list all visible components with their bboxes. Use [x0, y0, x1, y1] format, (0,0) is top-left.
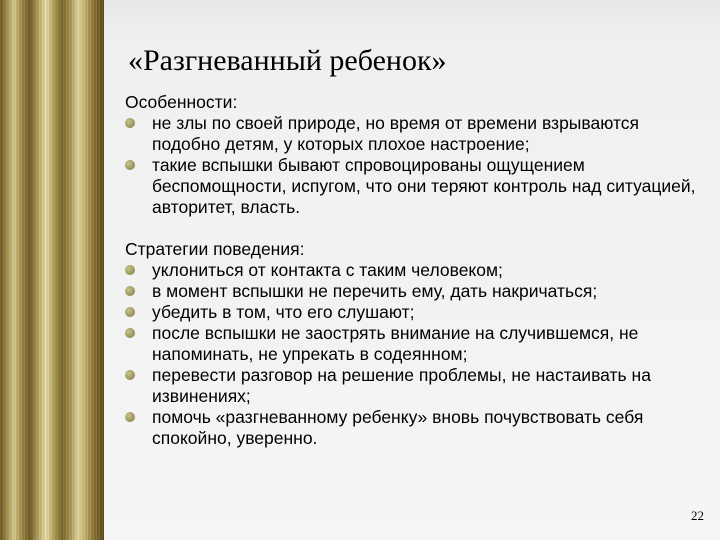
- list-item: [125, 260, 705, 281]
- features-list: [125, 113, 705, 218]
- features-heading: Особенности:: [125, 92, 238, 112]
- bullet-icon: [125, 328, 135, 338]
- bullet-icon: [125, 118, 135, 128]
- list-item-text: после вспышки не заострять внимание на случившемся, не напоминать, не упрекать в содеянном;: [152, 323, 639, 364]
- list-item: [125, 365, 705, 407]
- slide-title: «Разгневанный ребенок»: [128, 44, 447, 77]
- list-item: [125, 407, 705, 449]
- slide-content: [125, 92, 705, 449]
- list-item: [125, 113, 705, 155]
- strategies-list: [125, 260, 705, 449]
- list-item-text: помочь «разгневанному ребенку» вновь почувствовать себя спокойно, уверенно.: [152, 407, 644, 448]
- bullet-icon: [125, 286, 135, 296]
- page-number: 22: [691, 508, 704, 523]
- gold-stripe-decoration: [0, 0, 104, 540]
- list-item: [125, 323, 705, 365]
- features-section: [125, 92, 705, 218]
- bullet-icon: [125, 160, 135, 170]
- list-item: [125, 281, 705, 302]
- list-item-text: не злы по своей природе, но время от времени взрываются подобно детям, у которых плохое настроение;: [152, 113, 639, 154]
- list-item-text: убедить в том, что его слушают;: [152, 302, 415, 322]
- strategies-heading: Стратегии поведения:: [125, 239, 305, 259]
- list-item-text: такие вспышки бывают спровоцированы ощущением беспомощности, испугом, что они теряют контроль над ситуацией, авторитет, власть.: [152, 155, 696, 217]
- list-item: [125, 155, 705, 218]
- bullet-icon: [125, 307, 135, 317]
- bullet-icon: [125, 265, 135, 275]
- list-item: [125, 302, 705, 323]
- list-item-text: перевести разговор на решение проблемы, не настаивать на извинениях;: [152, 365, 651, 406]
- list-item-text: уклониться от контакта с таким человеком;: [152, 260, 503, 280]
- bullet-icon: [125, 370, 135, 380]
- strategies-section: [125, 239, 705, 449]
- list-item-text: в момент вспышки не перечить ему, дать накричаться;: [152, 281, 598, 301]
- bullet-icon: [125, 412, 135, 422]
